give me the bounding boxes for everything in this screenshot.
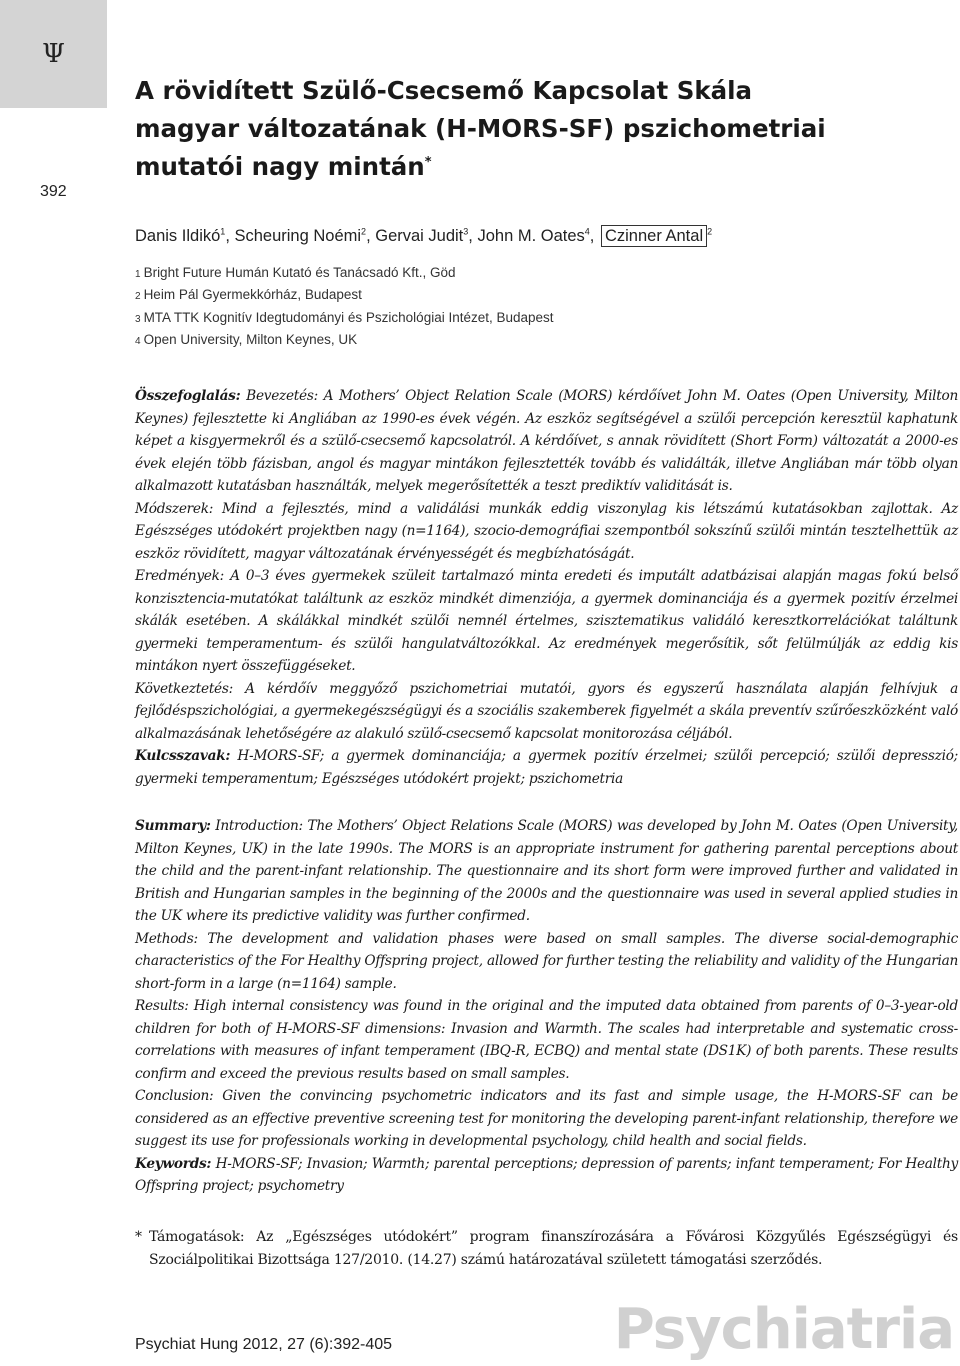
- keywords-label: Kulcsszavak:: [135, 748, 231, 764]
- journal-citation: Psychiat Hung 2012, 27 (6):392-405: [135, 1336, 393, 1353]
- affiliation-item: [135, 329, 915, 351]
- affiliation-text: Heim Pál Gyermekkórház, Budapest: [143, 287, 362, 303]
- title-line-1: A rövidített Szülő-Csecsemő Kapcsolat Skála: [135, 76, 753, 105]
- affiliation-item: [135, 284, 915, 306]
- journal-name: Psychiatria: [613, 1297, 954, 1362]
- affiliations: [135, 262, 915, 351]
- journal-logo: [0, 0, 107, 108]
- keywords-text: H-MORS-SF; a gyermek dominanciája; a gyermek pozitív érzelmei; szülői percepció; szülői depresszió; gyermeki temperamentum; Egészséges utódokért projekt; pszichometria: [135, 748, 958, 787]
- summary-results: Results: High internal consistency was found in the original and the imputed data obtained from parents of 0–3-year-old children for both of H-MORS-SF dimensions: Invasion and Warmth. The scales had interpretable and systematic cross-correlations with measures of infant temperament (IBQ-R, ECBQ) and mental state (DS1K) of both parents. These results confirm and exceed the previous results based on small samples.: [135, 998, 958, 1082]
- psi-icon: Ψ: [42, 39, 65, 69]
- affiliation-item: [135, 262, 915, 284]
- author-name-boxed: Czinner Antal: [601, 225, 707, 247]
- author-name: Scheuring Noémi: [234, 227, 362, 245]
- title-line-3: mutatói nagy mintán: [135, 152, 425, 181]
- keywords-label: Keywords:: [135, 1155, 212, 1172]
- author-name: Gervai Judit: [375, 227, 464, 245]
- affiliation-number: 3: [135, 313, 141, 325]
- footnote-text: Támogatások: Az „Egészséges utódokért” program finanszírozására a Fővárosi Közgyűlés Egészségügyi és Szociálpolitikai Bizottsága 127/2010. (14.27) számú határozatával született támogatási szerződés.: [149, 1229, 958, 1268]
- article-title: [135, 72, 895, 186]
- summary-methods: Methods: The development and validation phases were based on small samples. The diverse social-demographic characteristics of the For Healthy Offspring project, allowed for further testing the reliability and validity of the Hungarian short-form in a large (n=1164) sample.: [135, 930, 958, 992]
- author-affil: 4: [584, 226, 590, 237]
- author-name: John M. Oates: [477, 227, 585, 245]
- keywords-text: H-MORS-SF; Invasion; Warmth; parental perceptions; depression of parents; infant temperament; For Healthy Offspring project; psychometry: [135, 1155, 958, 1194]
- author-affil: 2: [707, 226, 713, 237]
- author-list: Danis Ildikó$^1$, Scheuring Noémi$^2$, Gervai Judit$^3$, John M. Oates$^4$, Czinner Antal $^2$: [135, 226, 713, 245]
- title-line-2: magyar változatának (H-MORS-SF) pszichometriai: [135, 114, 826, 143]
- affiliation-text: Bright Future Humán Kutató és Tanácsadó Kft., Göd: [143, 265, 456, 280]
- summary-text: Introduction: The Mothers’ Object Relations Scale (MORS) was developed by John M. Oates (Open University, Milton Keynes, UK) in the late 1990s. The MORS is an appropriate instrument for gathering parental perceptions about the child and the parent-infant relationship. The questionnaire and its short form were improved further and validated in British and Hungarian samples in the beginning of the 2000s and the questionnaire was used in several applied studies in the UK where its predictive validity was further confirmed.: [135, 818, 958, 924]
- author-name: Danis Ildikó: [135, 227, 221, 245]
- summary-conclusion: Conclusion: Given the convincing psychometric indicators and its fast and simple usage, the H-MORS-SF can be considered as an effective preventive screening test for monitoring the developing parent-infant relationship, therefore we suggest its use for professionals working in developmental psychology, child health and social fields.: [135, 1088, 958, 1149]
- summary-keywords: [135, 1153, 958, 1198]
- abstract-english: [135, 815, 958, 1198]
- abstract-methods: Módszerek: Mind a fejlesztés, mind a validálási munkák eddig viszonylag kis létszámú kutatásokban zajlottak. Az Egészséges utódokért projektben nagy (n=1164), szocio-demográfiai szempontból sokszínű szülői mintán tesztelhettük az eszköz rövidített, magyar változatának érvényességét és megbízhatóságát.: [135, 500, 958, 562]
- abstract-label: Összefoglalás:: [135, 388, 241, 404]
- affiliation-item: [135, 307, 915, 329]
- abstract-intro: [135, 385, 958, 498]
- abstract-hungarian: [135, 385, 958, 790]
- abstract-keywords: [135, 745, 958, 790]
- affiliation-text: Open University, Milton Keynes, UK: [143, 331, 358, 347]
- affiliation-number: 2: [135, 291, 141, 303]
- abstract-results: Eredmények: A 0–3 éves gyermekek szüleit tartalmazó minta eredeti és imputált adatbázisai alapján magas fokú belső konzisztencia-mutatókat találtunk az eszköz mindkét dimenziója, a gyermek dominanciája és a gyermek pozitív érzelmei skálák esetében. A skálákkal mindkét szülői nemnél értelmes, szisztematikus validáló keresztkorrelációkat találtunk gyermeki temperamentum- és szülői hangulatváltozókkal. Az eredmények megerősítik, sőt felülmúlják az eddig kis mintákon nyert összefüggéseket.: [135, 568, 958, 674]
- summary-intro: [135, 815, 958, 928]
- abstract-conclusion: Következtetés: A kérdőív meggyőző pszichometriai mutatói, gyors és egyszerű használata alapján felhívjuk a fejlődéspszichológiai, a gyermekegészségügyi és a szociális szakemberek figyelmét a skála preventív szűrőeszközként való alkalmazásának lehetőségére az alakuló szülő-csecsemő kapcsolat monitorozása céljából.: [135, 680, 958, 742]
- footnote-marker: *: [135, 1229, 142, 1245]
- title-footnote-marker: *: [424, 154, 432, 170]
- affiliation-number: 1: [135, 269, 141, 280]
- funding-footnote: [135, 1226, 958, 1272]
- affiliation-number: 4: [135, 335, 141, 347]
- author-affil: 3: [463, 226, 469, 237]
- author-affil: 2: [361, 226, 367, 237]
- author-affil: 1: [220, 226, 226, 237]
- affiliation-text: MTA TTK Kognitív Idegtudományi és Pszichológiai Intézet, Budapest: [143, 309, 554, 325]
- abstract-text: Bevezetés: A Mothers’ Object Relation Scale (MORS) kérdőívet John M. Oates (Open University, Milton Keynes) fejlesztette ki Angliában az 1990-es évek végén. Az eszköz segítségével a szülői percepción keresztül kaphatunk képet a kisgyermekről és a szülő-csecsemő kapcsolatról. A kérdőívet, s annak rövidített (Short Form) változatát a 2000-es évek elején több fázisban, angol és magyar mintákon fejlesztették tovább és validálták, illetve Angliában már több olyan alkalmazott kutatásban használták, melyek megerősítették a teszt prediktív validitását is.: [135, 388, 958, 494]
- summary-label: Summary:: [135, 818, 211, 834]
- page-number: 392: [40, 183, 67, 200]
